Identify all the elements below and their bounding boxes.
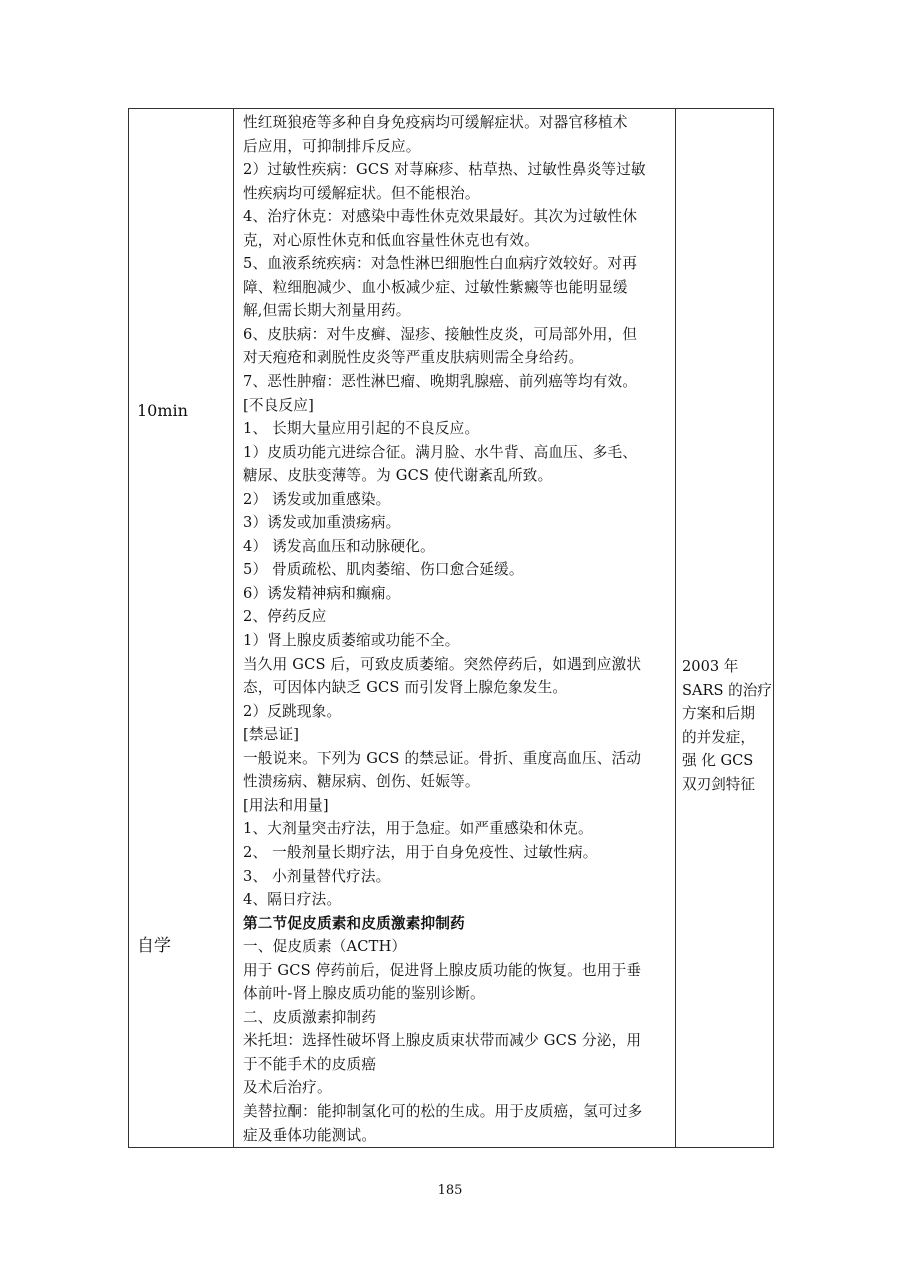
content-column — [243, 111, 667, 1147]
content-line: 于不能手术的皮质癌 — [243, 1055, 377, 1073]
content-line: 症及垂体功能测试。 — [243, 1126, 377, 1144]
content-line: 1、大剂量突击疗法，用于急症。如严重感染和休克。 — [243, 820, 593, 838]
content-line: 4、隔日疗法。 — [243, 891, 342, 909]
content-line: [不良反应] — [243, 396, 314, 414]
remarks-column — [682, 655, 770, 796]
lesson-table — [128, 108, 774, 1148]
content-line: 克，对心原性休克和低血容量性休克也有效。 — [243, 231, 539, 249]
content-line: 4、治疗休克：对感染中毒性休克效果最好。其次为过敏性休 — [243, 208, 638, 226]
remark-line: 2003 年 — [682, 658, 739, 675]
content-line: 2）反跳现象。 — [243, 702, 342, 720]
content-line: 2）过敏性疾病：GCS 对荨麻疹、枯草热、过敏性鼻炎等过敏 — [243, 161, 646, 179]
content-line: 2、 一般剂量长期疗法，用于自身免疫性、过敏性病。 — [243, 843, 598, 861]
content-line: 7、恶性肿瘤：恶性淋巴瘤、晚期乳腺癌、前列癌等均有效。 — [243, 373, 638, 391]
content-line: 二、皮质激素抑制药 — [243, 1008, 377, 1026]
content-line: 后应用，可抑制排斥反应。 — [243, 137, 421, 155]
content-line: 糖尿、皮肤变薄等。为 GCS 使代谢紊乱所致。 — [243, 467, 553, 485]
content-line: 6、皮肤病：对牛皮癣、湿疹、接触性皮炎，可局部外用，但 — [243, 325, 638, 343]
content-line: 一、促皮质素（ACTH） — [243, 938, 407, 956]
content-line: 5） 骨质疏松、肌肉萎缩、伤口愈合延缓。 — [243, 561, 524, 579]
self-study-label: 自学 — [137, 936, 171, 956]
content-line: 2、停药反应 — [243, 608, 327, 626]
content-line: 性疾病均可缓解症状。但不能根治。 — [243, 184, 480, 202]
content-line: 美替拉酮：能抑制氢化可的松的生成。用于皮质癌，氢可过多 — [243, 1102, 643, 1120]
remark-line: 强 化 GCS — [682, 752, 754, 770]
content-line: 解,但需长期大剂量用药。 — [243, 302, 411, 320]
remark-line: 方案和后期 — [682, 705, 755, 723]
content-line: 1、 长期大量应用引起的不良反应。 — [243, 420, 480, 438]
content-line: [禁忌证] — [243, 726, 300, 744]
content-line: 1）皮质功能亢进综合征。满月脸、水牛背、高血压、多毛、 — [243, 443, 638, 461]
remark-line: SARS 的治疗 — [682, 681, 772, 699]
page-number: 185 — [437, 1183, 463, 1198]
content-line: 一般说来。下列为 GCS 的禁忌证。骨折、重度高血压、活动 — [243, 749, 642, 767]
content-line: 性溃疡病、糖尿病、创伤、妊娠等。 — [243, 773, 480, 791]
content-line: 体前叶-肾上腺皮质功能的鉴别诊断。 — [243, 985, 485, 1003]
content-line: 3）诱发或加重溃疡病。 — [243, 514, 401, 532]
content-line: 1）肾上腺皮质萎缩或功能不全。 — [243, 632, 460, 650]
content-line: 态，可因体内缺乏 GCS 而引发肾上腺危象发生。 — [243, 679, 568, 697]
content-line: 性红斑狼疮等多种自身免疫病均可缓解症状。对器官移植术 — [243, 114, 628, 131]
content-line: 米托坦：选择性破坏肾上腺皮质束状带而减少 GCS 分泌，用 — [243, 1032, 642, 1050]
column-divider-left — [233, 109, 234, 1147]
content-line: 对天疱疮和剥脱性皮炎等严重皮肤病则需全身给药。 — [243, 349, 584, 367]
content-line: 6）诱发精神病和癫痫。 — [243, 584, 401, 602]
content-line: 5、血液系统疾病：对急性淋巴细胞性白血病疗效较好。对再 — [243, 255, 638, 273]
content-line: 2） 诱发或加重感染。 — [243, 490, 391, 508]
content-line: 障、粒细胞减少、血小板减少症、过敏性紫癜等也能明显缓 — [243, 278, 628, 296]
remark-line: 双刃剑特征 — [682, 775, 755, 793]
content-line: 及术后治疗。 — [243, 1079, 332, 1097]
content-line: [用法和用量] — [243, 796, 329, 814]
remark-line: 的并发症， — [682, 728, 755, 746]
column-divider-right — [675, 109, 676, 1147]
content-line: 当久用 GCS 后，可致皮质萎缩。突然停药后，如遇到应激状 — [243, 655, 642, 673]
section-heading: 第二节促皮质素和皮质激素抑制药 — [243, 914, 465, 932]
content-line: 4） 诱发高血压和动脉硬化。 — [243, 537, 435, 555]
time-label: 10min — [137, 401, 188, 420]
content-line: 用于 GCS 停药前后，促进肾上腺皮质功能的恢复。也用于垂 — [243, 961, 642, 979]
content-line: 3、 小剂量替代疗法。 — [243, 867, 391, 885]
